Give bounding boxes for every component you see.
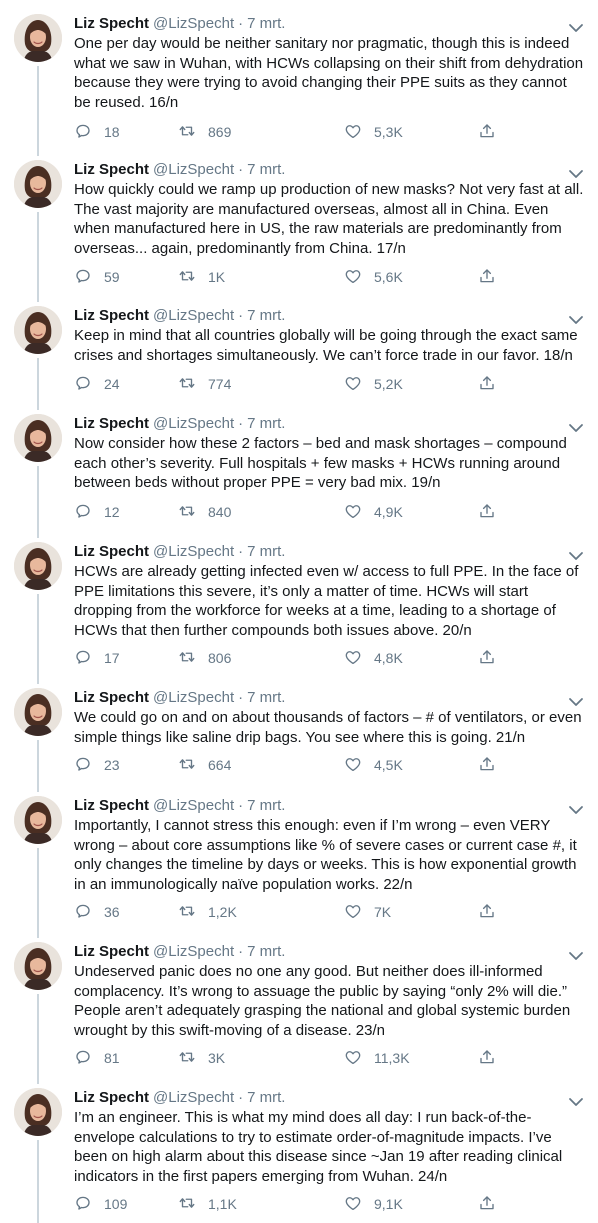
like-icon xyxy=(344,902,374,923)
like-count: 4,5K xyxy=(374,757,403,773)
like-count: 5,3K xyxy=(374,124,403,140)
share-button[interactable] xyxy=(478,502,508,522)
timestamp[interactable]: 7 mrt. xyxy=(247,543,286,560)
reply-button[interactable] xyxy=(74,1194,127,1214)
reply-icon xyxy=(74,755,104,776)
reply-button[interactable] xyxy=(74,267,120,287)
thread-connector xyxy=(37,848,39,938)
avatar[interactable] xyxy=(14,1088,62,1136)
tweet-actions xyxy=(74,902,514,922)
reply-count: 81 xyxy=(104,1050,120,1066)
tweet-actions xyxy=(74,755,514,775)
share-icon xyxy=(478,374,508,395)
reply-button[interactable] xyxy=(74,648,120,668)
chevron-down-icon[interactable] xyxy=(568,166,584,176)
share-button[interactable] xyxy=(478,1048,508,1068)
separator: · xyxy=(238,415,244,432)
avatar[interactable] xyxy=(14,160,62,208)
tweet-body xyxy=(74,688,586,747)
tweet-actions xyxy=(74,374,514,394)
retweet-count: 840 xyxy=(208,504,232,520)
reply-count: 109 xyxy=(104,1196,128,1212)
tweet-text: We could go on and on about thousands of factors – # of ventilators, or even simple things like saline drip bags. You see where this is going. 21/n xyxy=(74,709,582,746)
avatar[interactable] xyxy=(14,414,62,462)
author-name[interactable]: Liz Specht xyxy=(74,307,150,324)
tweet-actions xyxy=(74,1048,514,1068)
retweet-button[interactable] xyxy=(178,902,237,922)
timestamp[interactable]: 7 mrt. xyxy=(247,307,286,324)
reply-button[interactable] xyxy=(74,122,120,142)
like-count: 9,1K xyxy=(374,1196,403,1212)
author-name[interactable]: Liz Specht xyxy=(74,797,150,814)
share-icon xyxy=(478,1048,508,1069)
separator: · xyxy=(238,161,244,178)
share-icon xyxy=(478,755,508,776)
like-button[interactable] xyxy=(344,648,403,668)
retweet-button[interactable] xyxy=(178,1194,237,1214)
tweet-header xyxy=(74,1088,586,1108)
retweet-count: 664 xyxy=(208,757,232,773)
thread-connector xyxy=(37,994,39,1084)
author-handle[interactable]: @LizSpecht xyxy=(153,689,235,706)
author-name[interactable]: Liz Specht xyxy=(74,689,150,706)
share-button[interactable] xyxy=(478,648,508,668)
tweet-header xyxy=(74,796,586,816)
like-button[interactable] xyxy=(344,267,403,287)
timestamp[interactable]: 7 mrt. xyxy=(247,161,286,178)
thread-connector xyxy=(37,66,39,156)
chevron-down-icon[interactable] xyxy=(568,694,584,704)
tweet-text: How quickly could we ramp up production of new masks? Not very fast at all. The vast majority are manufactured overseas, almost all in China. Even when manufactured here in US, the raw materials are predominantly from overseas... again, predominantly from China. 17/n xyxy=(74,181,584,257)
author-handle[interactable]: @LizSpecht xyxy=(153,943,235,960)
reply-icon xyxy=(74,1194,104,1215)
author-handle[interactable]: @LizSpecht xyxy=(153,307,235,324)
author-name[interactable]: Liz Specht xyxy=(74,943,150,960)
tweet-text: Keep in mind that all countries globally will be going through the exact same crises and shortages simultaneously. We can’t force trade in our favor. 18/n xyxy=(74,327,578,364)
separator: · xyxy=(238,943,244,960)
timestamp[interactable]: 7 mrt. xyxy=(247,15,286,32)
retweet-count: 1,1K xyxy=(208,1196,237,1212)
retweet-icon xyxy=(178,502,208,523)
like-button[interactable] xyxy=(344,1048,410,1068)
reply-button[interactable] xyxy=(74,1048,120,1068)
tweet-actions xyxy=(74,502,514,522)
chevron-down-icon[interactable] xyxy=(568,20,584,30)
separator: · xyxy=(238,543,244,560)
avatar[interactable] xyxy=(14,542,62,590)
share-button[interactable] xyxy=(478,122,508,142)
author-name[interactable]: Liz Specht xyxy=(74,15,150,32)
chevron-down-icon[interactable] xyxy=(568,948,584,958)
tweet-body xyxy=(74,414,586,493)
timestamp[interactable]: 7 mrt. xyxy=(247,943,286,960)
tweet-body xyxy=(74,542,586,640)
reply-count: 12 xyxy=(104,504,120,520)
tweet-body xyxy=(74,796,586,894)
retweet-count: 3K xyxy=(208,1050,226,1066)
like-icon xyxy=(344,122,374,143)
chevron-down-icon[interactable] xyxy=(568,312,584,322)
like-count: 4,9K xyxy=(374,504,403,520)
tweet-text: HCWs are already getting infected even w/ access to full PPE. In the face of PPE limitations this severe, it’s only a matter of time. HCWs will start dropping from the workforce for weeks at a time, leading to a shortage of HCWs that then further compounds both issues above. 20/n xyxy=(74,563,579,639)
reply-count: 17 xyxy=(104,650,120,666)
separator: · xyxy=(238,689,244,706)
tweet-header xyxy=(74,306,586,326)
author-name[interactable]: Liz Specht xyxy=(74,415,150,432)
retweet-button[interactable] xyxy=(178,267,225,287)
share-button[interactable] xyxy=(478,374,508,394)
like-button[interactable] xyxy=(344,502,403,522)
reply-icon xyxy=(74,1048,104,1069)
retweet-icon xyxy=(178,1194,208,1215)
retweet-icon xyxy=(178,648,208,669)
reply-count: 59 xyxy=(104,269,120,285)
share-button[interactable] xyxy=(478,755,508,775)
reply-button[interactable] xyxy=(74,502,120,522)
reply-button[interactable] xyxy=(74,374,120,394)
author-handle[interactable]: @LizSpecht xyxy=(153,161,235,178)
author-handle[interactable]: @LizSpecht xyxy=(153,1089,235,1106)
thread-connector xyxy=(37,594,39,684)
tweet-actions xyxy=(74,648,514,668)
share-icon xyxy=(478,648,508,669)
like-icon xyxy=(344,755,374,776)
retweet-icon xyxy=(178,755,208,776)
reply-icon xyxy=(74,374,104,395)
thread-connector xyxy=(37,1140,39,1223)
tweet-text: Undeserved panic does no one any good. But neither does ill-informed complacency. It’s wrong to assuage the public by saying “only 2% will die.” People aren’t adequately grasping the national and global systemic burden wrought by this swift-moving of a disease. 23/n xyxy=(74,963,571,1039)
tweet-actions xyxy=(74,267,514,287)
tweet-text: I’m an engineer. This is what my mind does all day: I run back-of-the-envelope calculations to try to estimate order-of-magnitude impacts. I’ve been on high alarm about this disease since ~Jan 19 after reading clinical indicators in the first papers emerging from Wuhan. 24/n xyxy=(74,1109,563,1185)
retweet-icon xyxy=(178,374,208,395)
timestamp[interactable]: 7 mrt. xyxy=(247,689,286,706)
separator: · xyxy=(238,15,244,32)
like-button[interactable] xyxy=(344,755,403,775)
share-button[interactable] xyxy=(478,267,508,287)
thread-connector xyxy=(37,466,39,538)
author-handle[interactable]: @LizSpecht xyxy=(153,543,235,560)
reply-icon xyxy=(74,267,104,288)
separator: · xyxy=(238,797,244,814)
reply-count: 23 xyxy=(104,757,120,773)
retweet-count: 1,2K xyxy=(208,904,237,920)
thread-connector xyxy=(37,358,39,410)
chevron-down-icon[interactable] xyxy=(568,420,584,430)
like-button[interactable] xyxy=(344,1194,403,1214)
timestamp[interactable]: 7 mrt. xyxy=(247,797,286,814)
reply-count: 36 xyxy=(104,904,120,920)
tweet-header xyxy=(74,942,586,962)
tweet-text: One per day would be neither sanitary nor pragmatic, though this is indeed what we saw in Wuhan, with HCWs collapsing on their shift from dehydration because they were trying to avoid changing their PPE suits as they cannot be reused. 16/n xyxy=(74,35,584,111)
avatar[interactable] xyxy=(14,796,62,844)
thread-connector xyxy=(37,212,39,302)
like-icon xyxy=(344,648,374,669)
like-button[interactable] xyxy=(344,902,391,922)
like-icon xyxy=(344,374,374,395)
share-button[interactable] xyxy=(478,902,508,922)
reply-count: 24 xyxy=(104,376,120,392)
tweet-header xyxy=(74,160,586,180)
retweet-button[interactable] xyxy=(178,1048,225,1068)
timestamp[interactable]: 7 mrt. xyxy=(247,1089,286,1106)
share-button[interactable] xyxy=(478,1194,508,1214)
reply-count: 18 xyxy=(104,124,120,140)
tweet-body xyxy=(74,306,586,365)
author-handle[interactable]: @LizSpecht xyxy=(153,415,235,432)
tweet-body xyxy=(74,1088,586,1186)
retweet-button[interactable] xyxy=(178,122,231,142)
separator: · xyxy=(238,307,244,324)
share-icon xyxy=(478,1194,508,1215)
like-icon xyxy=(344,502,374,523)
author-name[interactable]: Liz Specht xyxy=(74,543,150,560)
like-button[interactable] xyxy=(344,374,403,394)
like-count: 5,6K xyxy=(374,269,403,285)
tweet-header xyxy=(74,14,586,34)
chevron-down-icon[interactable] xyxy=(568,1094,584,1104)
avatar[interactable] xyxy=(14,942,62,990)
like-icon xyxy=(344,267,374,288)
retweet-icon xyxy=(178,1048,208,1069)
tweet-header xyxy=(74,688,586,708)
author-handle[interactable]: @LizSpecht xyxy=(153,15,235,32)
like-count: 7K xyxy=(374,904,392,920)
like-icon xyxy=(344,1194,374,1215)
retweet-button[interactable] xyxy=(178,374,231,394)
tweet-text: Importantly, I cannot stress this enough: even if I’m wrong – even VERY wrong – about core assumptions like % of severe cases or current case #, it only changes the timeline by days or weeks. This is how exponential growth in an immunologically naïve population works. 22/n xyxy=(74,817,577,893)
share-icon xyxy=(478,267,508,288)
retweet-button[interactable] xyxy=(178,648,231,668)
tweet-header xyxy=(74,414,586,434)
avatar[interactable] xyxy=(14,688,62,736)
share-icon xyxy=(478,902,508,923)
retweet-count: 774 xyxy=(208,376,232,392)
retweet-count: 806 xyxy=(208,650,232,666)
reply-icon xyxy=(74,648,104,669)
retweet-button[interactable] xyxy=(178,755,231,775)
tweet-actions xyxy=(74,1194,514,1214)
retweet-icon xyxy=(178,902,208,923)
tweet-text: Now consider how these 2 factors – bed and mask shortages – compound each other’s severity. Full hospitals + few masks + HCWs running around between beds without proper PPE = very bad mix. 19/n xyxy=(74,435,567,491)
thread-connector xyxy=(37,740,39,792)
retweet-count: 1K xyxy=(208,269,226,285)
retweet-button[interactable] xyxy=(178,502,231,522)
reply-icon xyxy=(74,122,104,143)
share-icon xyxy=(478,502,508,523)
reply-button[interactable] xyxy=(74,755,120,775)
author-name[interactable]: Liz Specht xyxy=(74,1089,150,1106)
like-count: 5,2K xyxy=(374,376,403,392)
tweet-header xyxy=(74,542,586,562)
like-icon xyxy=(344,1048,374,1069)
chevron-down-icon[interactable] xyxy=(568,802,584,812)
tweet-body xyxy=(74,942,586,1040)
avatar[interactable] xyxy=(14,14,62,62)
retweet-count: 869 xyxy=(208,124,232,140)
retweet-icon xyxy=(178,267,208,288)
avatar[interactable] xyxy=(14,306,62,354)
like-button[interactable] xyxy=(344,122,403,142)
retweet-icon xyxy=(178,122,208,143)
tweet-body xyxy=(74,160,586,258)
author-handle[interactable]: @LizSpecht xyxy=(153,797,235,814)
reply-icon xyxy=(74,502,104,523)
share-icon xyxy=(478,122,508,143)
author-name[interactable]: Liz Specht xyxy=(74,161,150,178)
separator: · xyxy=(238,1089,244,1106)
chevron-down-icon[interactable] xyxy=(568,548,584,558)
reply-button[interactable] xyxy=(74,902,120,922)
timestamp[interactable]: 7 mrt. xyxy=(247,415,286,432)
like-count: 4,8K xyxy=(374,650,403,666)
tweet-body xyxy=(74,14,586,112)
reply-icon xyxy=(74,902,104,923)
like-count: 11,3K xyxy=(374,1050,410,1066)
tweet-actions xyxy=(74,122,514,142)
